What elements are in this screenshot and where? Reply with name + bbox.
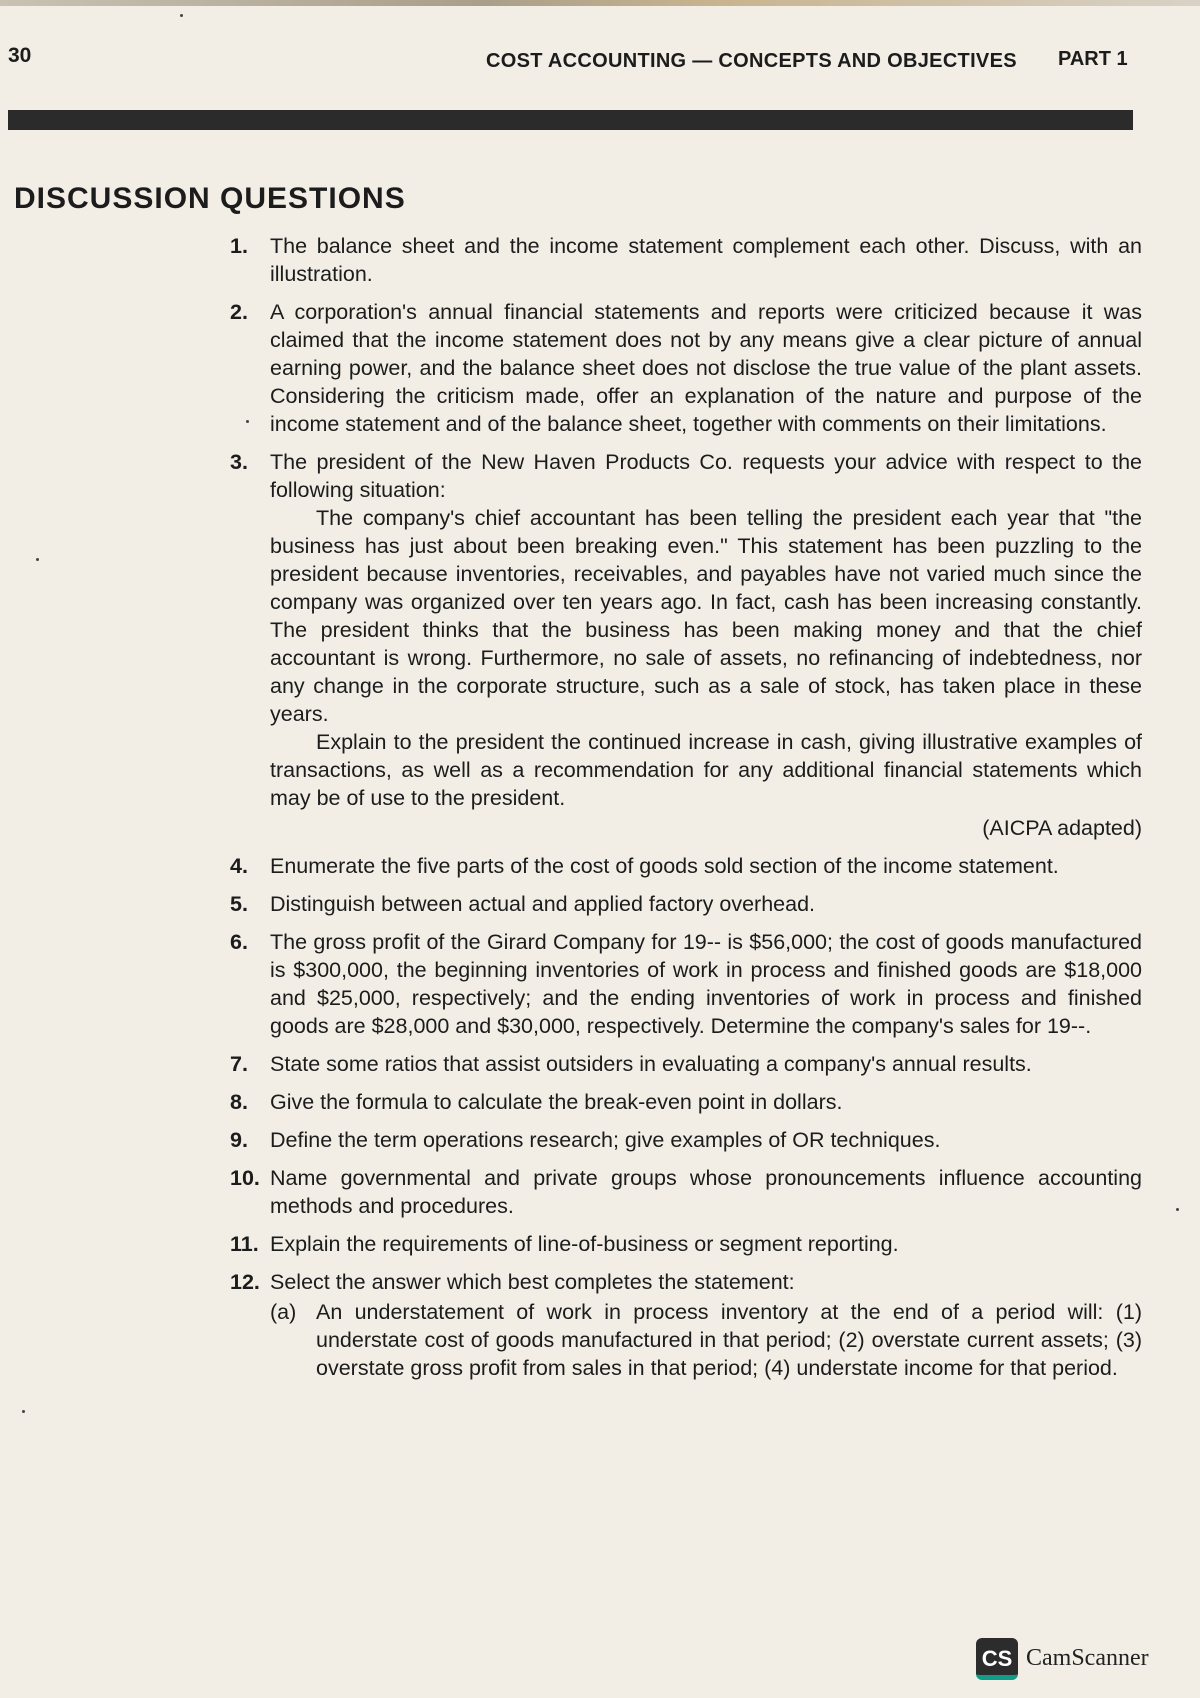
scan-speck [246,420,249,423]
source-note: (AICPA adapted) [982,816,1142,840]
question-paragraph: The company's chief accountant has been telling the president each year that "the business has just about been breaking even." This statement has been puzzling to the president because inventories, receivables, and payables have not varied much since the company was organized over ten years ago. In fact, cash has been increasing constantly. The president thinks that the business has been making money and that the chief accountant is wrong. Furthermore, no sale of assets, no refinancing of indebtedness, nor any change in the corporate structure, such as a sale of stock, has taken place in these years. [270,506,1142,726]
header-rule-bar [8,110,1133,130]
question-text: Enumerate the five parts of the cost of goods sold section of the income statement. [270,854,1059,878]
sub-question-text: An understatement of work in process inventory at the end of a period will: (1) understate cost of goods manufactured in that period; (2) overstate current assets; (3) overstate gross profit from sales in that period; (4) understate income for that period. [316,1300,1142,1380]
question-8 [230,1088,1142,1116]
question-number: 3. [230,450,248,474]
question-4 [230,852,1142,880]
question-9 [230,1126,1142,1154]
question-11 [230,1230,1142,1258]
question-number: 6. [230,930,248,954]
question-text: Select the answer which best completes the statement: [270,1270,795,1294]
scan-speck [36,558,39,561]
question-number: 12. [230,1270,260,1294]
question-number: 4. [230,854,248,878]
question-text: Give the formula to calculate the break-even point in dollars. [270,1090,843,1114]
page-number: 30 [8,44,32,67]
camscanner-watermark: CamScanner [1026,1645,1149,1671]
question-text: Define the term operations research; give examples of OR techniques. [270,1128,941,1152]
question-1 [230,232,1142,288]
question-text: The balance sheet and the income statement complement each other. Discuss, with an illustration. [270,234,1142,286]
scan-speck [1176,1208,1179,1211]
question-5 [230,890,1142,918]
question-10 [230,1164,1142,1220]
page-top-edge [0,0,1200,6]
question-number: 8. [230,1090,248,1114]
question-list [230,232,1142,1392]
question-text: Explain the requirements of line-of-business or segment reporting. [270,1232,899,1256]
question-2 [230,298,1142,438]
question-text: A corporation's annual financial statements and reports were criticized because it was claimed that the income statement does not by any means give a clear picture of annual earning power, and the balance sheet does not disclose the true value of the plant assets. Considering the criticism made, offer an explanation of the nature and purpose of the income statement and of the balance sheet, together with comments on their limitations. [270,300,1142,436]
question-text: State some ratios that assist outsiders in evaluating a company's annual results. [270,1052,1032,1076]
question-paragraph: Explain to the president the continued increase in cash, giving illustrative examples of transactions, as well as a recommendation for any additional financial statements which may be of use to the president. [270,730,1142,810]
question-3 [230,448,1142,842]
question-6 [230,928,1142,1040]
question-number: 7. [230,1052,248,1076]
question-number: 1. [230,234,248,258]
part-label: PART 1 [1058,48,1128,70]
question-number: 5. [230,892,248,916]
question-12 [230,1268,1142,1382]
running-head: COST ACCOUNTING — CONCEPTS AND OBJECTIVES [486,50,1017,72]
question-number: 2. [230,300,248,324]
section-title: DISCUSSION QUESTIONS [14,182,406,215]
question-text: Name governmental and private groups whose pronouncements influence accounting methods and procedures. [270,1166,1142,1218]
sub-question-a [270,1298,1142,1382]
question-number: 9. [230,1128,248,1152]
scan-speck [180,14,183,17]
question-text: Distinguish between actual and applied factory overhead. [270,892,816,916]
scan-speck [22,1410,25,1413]
sub-question-label: (a) [270,1300,297,1324]
question-7 [230,1050,1142,1078]
question-text: The president of the New Haven Products Co. requests your advice with respect to the following situation: [270,450,1142,502]
camscanner-logo-icon: CS [976,1638,1018,1680]
question-text: The gross profit of the Girard Company for 19-- is $56,000; the cost of goods manufactured is $300,000, the beginning inventories of work in process and finished goods are $18,000 and $25,000, respectively; and the ending inventories of work in process and finished goods are $28,000 and $30,000, respectively. Determine the company's sales for 19--. [270,930,1142,1038]
question-number: 10. [230,1166,260,1190]
question-number: 11. [230,1232,259,1256]
